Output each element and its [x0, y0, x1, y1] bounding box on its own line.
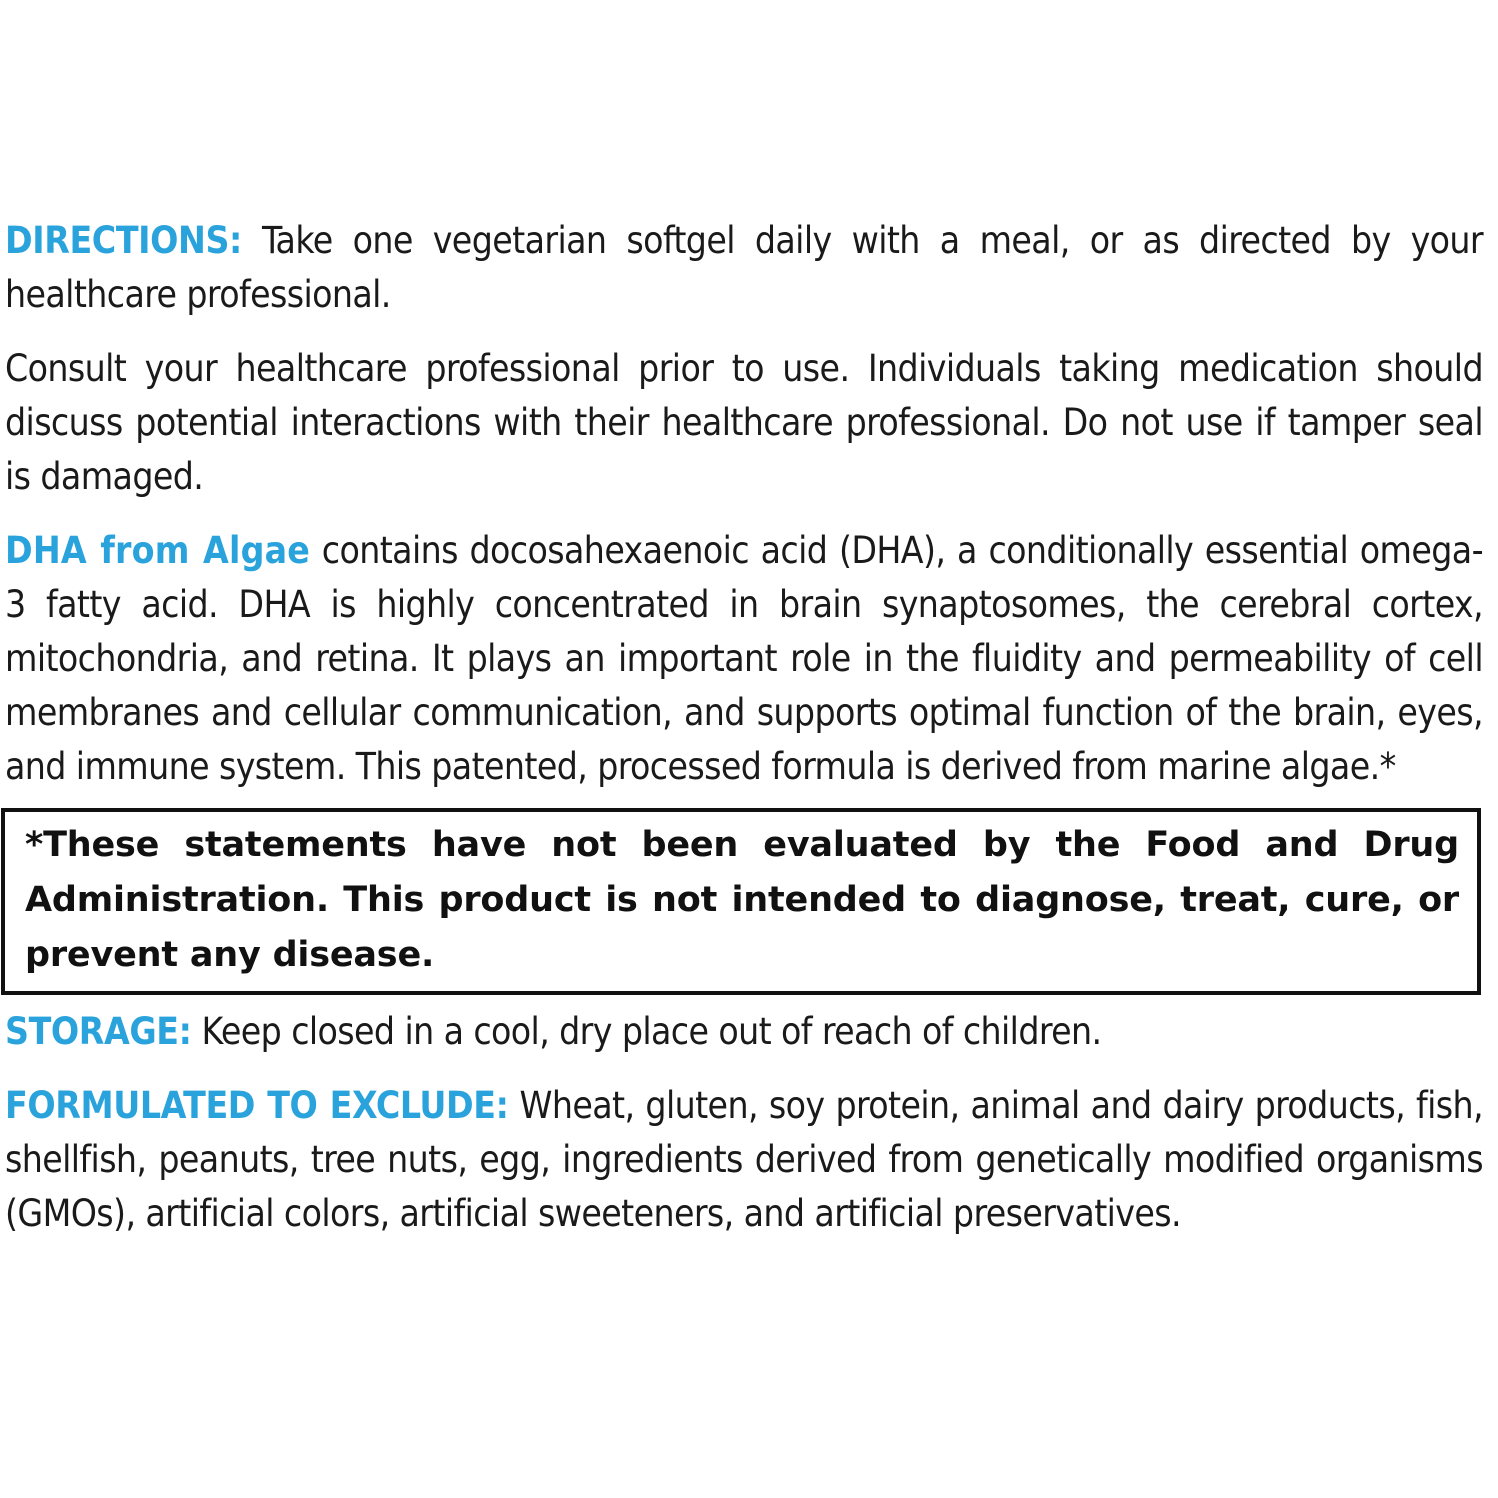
fda-disclaimer-box: [1, 808, 1481, 995]
storage-heading: STORAGE:: [5, 1010, 192, 1053]
storage-paragraph: [5, 1005, 1483, 1059]
supplement-label-text: [5, 214, 1483, 1261]
caution-paragraph: Consult your healthcare professional prior to use. Individuals taking medication should discuss potential interactions with their healthcare professional. Do not use if tamper seal is damaged.: [5, 347, 1483, 498]
fda-disclaimer-text: *These statements have not been evaluated by the Food and Drug Administration. This product is not intended to diagnose, treat, cure, or prevent any disease.: [25, 825, 1459, 975]
exclude-heading: FORMULATED TO EXCLUDE:: [5, 1084, 509, 1127]
dha-text: contains docosahexaenoic acid (DHA), a conditionally essential omega-3 fatty acid. DHA is highly concentrated in brain synaptosomes, the cerebral cortex, mitochondria, and retina. It plays an important role in the fluidity and permeability of cell membranes and cellular communication, and supports optimal function of the brain, eyes, and immune system. This patented, processed formula is derived from marine algae.*: [5, 529, 1483, 788]
dha-heading: DHA from Algae: [5, 529, 311, 572]
exclude-text: Wheat, gluten, soy protein, animal and dairy products, fish, shellfish, peanuts, tree nuts, egg, ingredients derived from genetically modified organisms (GMOs), artificial colors, artificial sweeteners, and artificial preservatives.: [5, 1084, 1483, 1235]
storage-text: Keep closed in a cool, dry place out of reach of children.: [191, 1010, 1102, 1053]
exclude-paragraph: [5, 1079, 1483, 1241]
dha-paragraph: [5, 524, 1483, 794]
directions-paragraph: [5, 214, 1483, 322]
directions-text: Take one vegetarian softgel daily with a meal, or as directed by your healthcare professional.: [5, 219, 1483, 316]
directions-heading: DIRECTIONS:: [5, 219, 242, 262]
